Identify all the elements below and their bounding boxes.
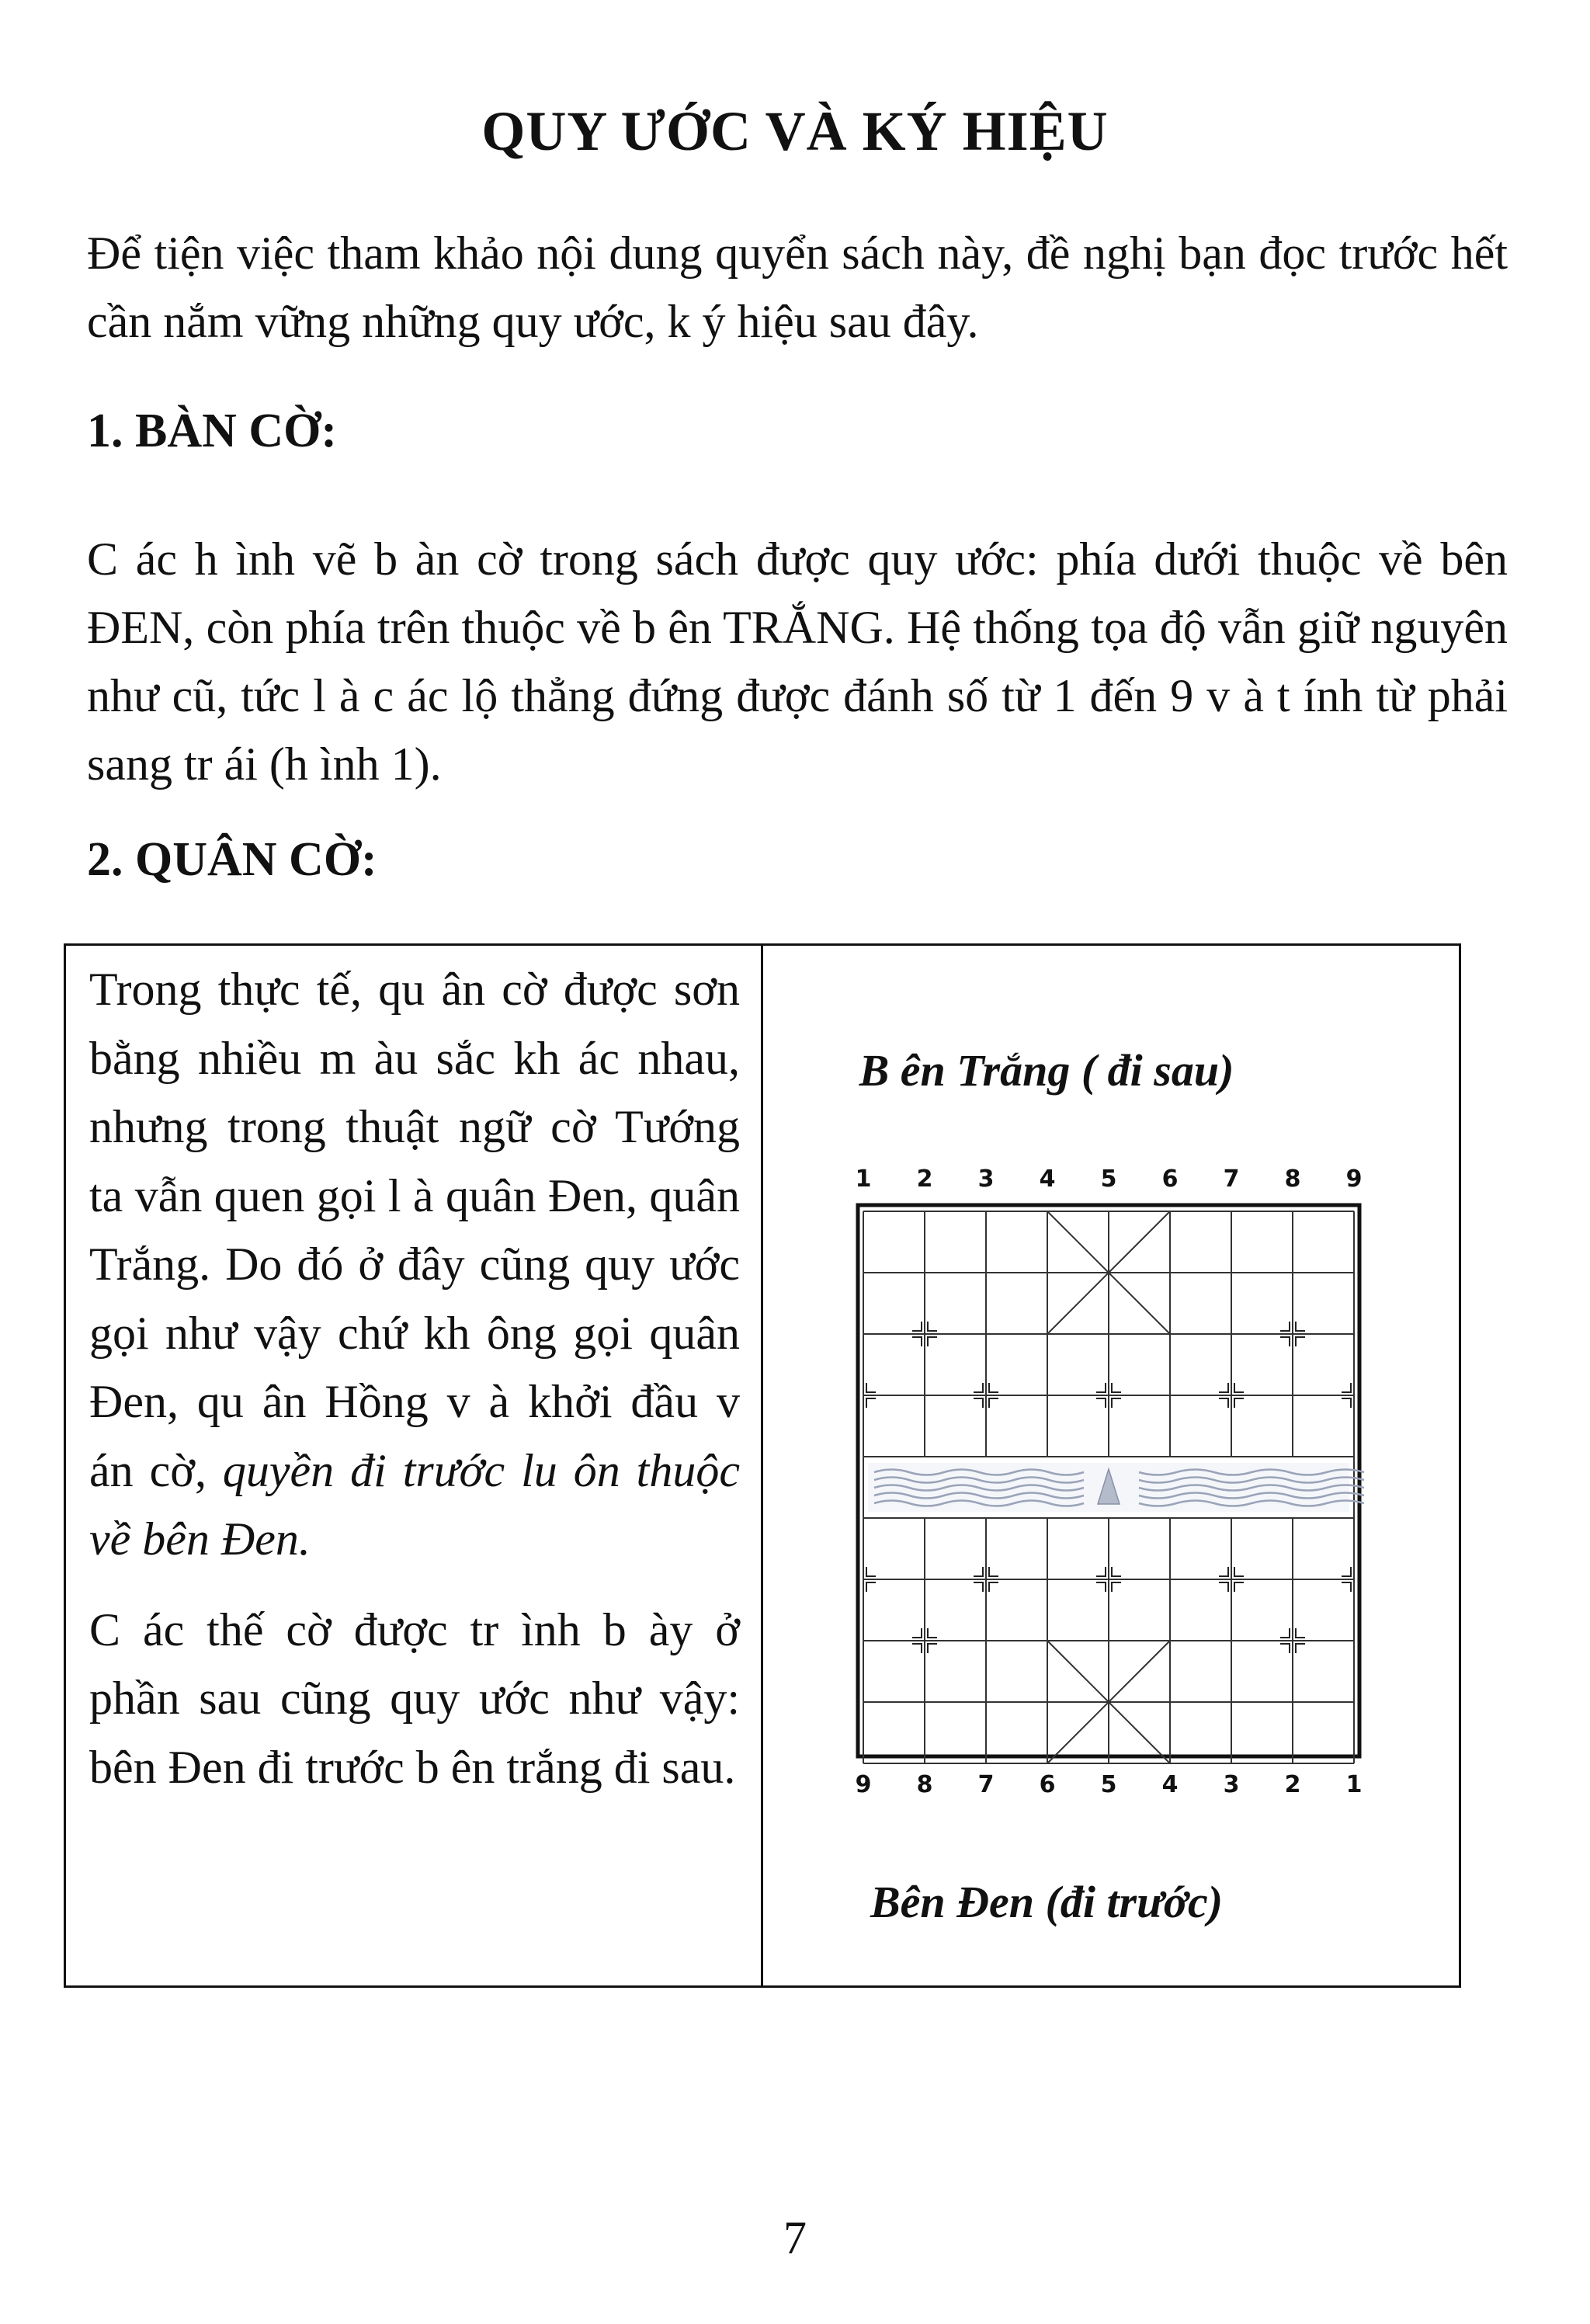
pieces-paragraph-1-main: Trong thực tế, qu ân cờ được sơn bằng nhiều m àu sắc kh ác nhau, nhưng trong thuật ngữ cờ Tướng ta vẫn quen gọi l à quân Đen, quân Trắng. Do đó ở đây cũng quy ước gọi như vậy chứ kh ông gọi quân Đen, qu ân Hồng v à khởi đầu v án cờ, bbox=[89, 964, 740, 1496]
position-marker bbox=[1096, 1567, 1106, 1576]
position-marker bbox=[866, 1398, 876, 1408]
intro-paragraph: Để tiện việc tham khảo nội dung quyển sách này, đề nghị bạn đọc trước hết cần nắm vững những quy ước, k ý hiệu sau đây. bbox=[87, 228, 1508, 347]
position-marker bbox=[1342, 1383, 1351, 1392]
position-marker bbox=[1296, 1628, 1305, 1638]
position-marker bbox=[1280, 1644, 1290, 1653]
top-file-number: 7 bbox=[1223, 1165, 1240, 1193]
top-file-number: 9 bbox=[1345, 1165, 1363, 1193]
position-marker bbox=[1234, 1567, 1244, 1576]
position-marker bbox=[1280, 1628, 1290, 1638]
position-marker bbox=[1342, 1567, 1351, 1576]
table-divider bbox=[761, 946, 763, 1985]
pieces-text-column bbox=[89, 955, 740, 1823]
position-marker bbox=[974, 1383, 983, 1392]
bottom-file-number: 6 bbox=[1039, 1771, 1056, 1798]
position-marker bbox=[1112, 1567, 1121, 1576]
page-title: QUY ƯỚC VÀ KÝ HIỆU bbox=[481, 100, 1109, 162]
pieces-paragraph-2: C ác thế cờ được tr ình b ày ở phần sau cũng quy ước như vậy: bên Đen đi trước b ên trắng đi sau. bbox=[89, 1603, 740, 1793]
position-marker bbox=[1234, 1582, 1244, 1592]
position-marker bbox=[1219, 1567, 1228, 1576]
section-heading-pieces: 2. QUÂN CỜ: bbox=[87, 833, 377, 886]
position-marker bbox=[1342, 1582, 1351, 1592]
section-heading-board: 1. BÀN CỜ: bbox=[87, 405, 338, 457]
position-marker bbox=[1234, 1383, 1244, 1392]
bottom-file-numbers bbox=[856, 1771, 1363, 1798]
position-marker bbox=[1112, 1582, 1121, 1592]
top-file-number: 1 bbox=[855, 1165, 872, 1193]
top-file-number: 6 bbox=[1161, 1165, 1179, 1193]
position-marker bbox=[866, 1383, 876, 1392]
position-marker bbox=[866, 1582, 876, 1592]
pieces-paragraph-1 bbox=[89, 955, 740, 1574]
position-marker bbox=[866, 1567, 876, 1576]
top-file-number: 5 bbox=[1100, 1165, 1117, 1193]
pieces-paragraph-1-italic: quyền đi trước lu ôn thuộc về bên Đen. bbox=[89, 1444, 740, 1565]
bottom-file-number: 8 bbox=[916, 1771, 933, 1798]
position-marker bbox=[1234, 1398, 1244, 1408]
position-marker bbox=[912, 1644, 922, 1653]
position-marker bbox=[1112, 1383, 1121, 1392]
bottom-file-number: 5 bbox=[1100, 1771, 1117, 1798]
position-marker bbox=[1280, 1322, 1290, 1331]
position-marker bbox=[912, 1322, 922, 1331]
position-marker bbox=[974, 1398, 983, 1408]
position-marker bbox=[974, 1567, 983, 1576]
position-marker bbox=[928, 1628, 937, 1638]
bottom-file-number: 9 bbox=[855, 1771, 872, 1798]
white-side-label: B ên Trắng ( đi sau) bbox=[859, 1045, 1234, 1096]
top-file-number: 4 bbox=[1039, 1165, 1056, 1193]
position-marker bbox=[928, 1322, 937, 1331]
position-marker bbox=[912, 1337, 922, 1346]
position-marker bbox=[1280, 1337, 1290, 1346]
position-marker bbox=[1096, 1582, 1106, 1592]
bottom-file-number: 1 bbox=[1345, 1771, 1363, 1798]
position-marker bbox=[1096, 1398, 1106, 1408]
position-marker bbox=[1219, 1582, 1228, 1592]
bottom-file-number: 3 bbox=[1223, 1771, 1240, 1798]
bottom-file-number: 7 bbox=[977, 1771, 995, 1798]
top-file-number: 8 bbox=[1284, 1165, 1301, 1193]
position-marker bbox=[912, 1628, 922, 1638]
position-marker bbox=[1096, 1383, 1106, 1392]
position-marker bbox=[928, 1644, 937, 1653]
top-file-number: 2 bbox=[916, 1165, 933, 1193]
position-marker bbox=[989, 1398, 998, 1408]
bottom-file-number: 2 bbox=[1284, 1771, 1301, 1798]
river-decoration bbox=[868, 1463, 1364, 1512]
position-marker bbox=[1296, 1337, 1305, 1346]
position-marker bbox=[1219, 1398, 1228, 1408]
position-marker bbox=[974, 1582, 983, 1592]
position-marker bbox=[1219, 1383, 1228, 1392]
board-convention-paragraph: C ác h ình vẽ b àn cờ trong sách được quy ước: phía dưới thuộc về bên ĐEN, còn phía trên thuộc về b ên TRẮNG. Hệ thống tọa độ vẫn giữ nguyên như cũ, tức l à c ác lộ thẳng đứng được đánh số từ 1 đến 9 v à t ính từ phải sang tr ái (h ình 1). bbox=[87, 533, 1508, 790]
top-file-numbers bbox=[856, 1165, 1363, 1193]
position-marker bbox=[1342, 1398, 1351, 1408]
position-marker bbox=[1112, 1398, 1121, 1408]
position-marker bbox=[989, 1567, 998, 1576]
page-number: 7 bbox=[783, 2212, 807, 2263]
bottom-file-number: 4 bbox=[1161, 1771, 1179, 1798]
xiangqi-board-diagram bbox=[838, 1157, 1382, 1825]
position-marker bbox=[989, 1383, 998, 1392]
position-marker bbox=[928, 1337, 937, 1346]
position-marker bbox=[1296, 1322, 1305, 1331]
black-side-label: Bên Đen (đi trước) bbox=[870, 1877, 1224, 1927]
position-marker bbox=[1296, 1644, 1305, 1653]
position-marker bbox=[989, 1582, 998, 1592]
top-file-number: 3 bbox=[977, 1165, 995, 1193]
